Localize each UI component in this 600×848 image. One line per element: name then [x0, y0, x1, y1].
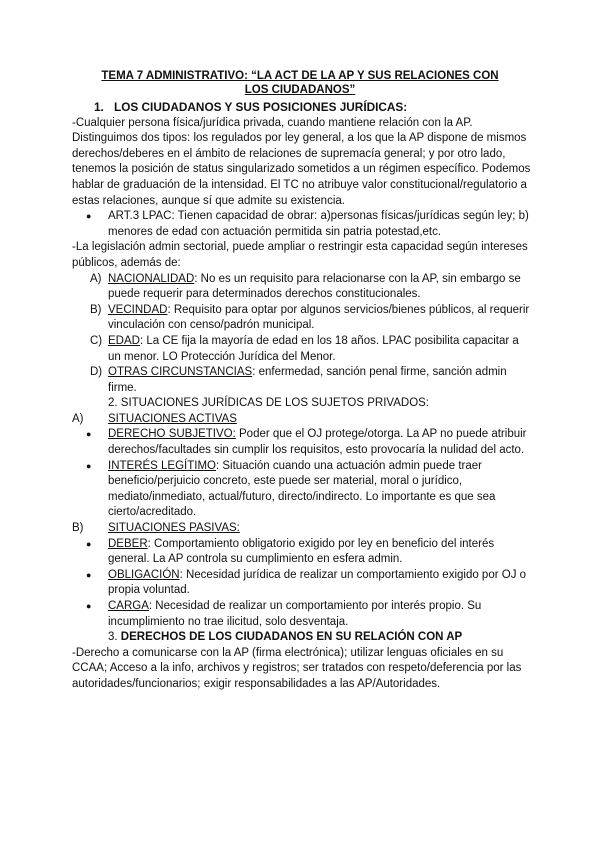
- bullet-text: : Necesidad de realizar un comportamiento por interés propio. Su incumplimiento no trae ilicitud, solo desventaja.: [108, 600, 482, 628]
- bullet-derecho-subjetivo: [72, 427, 532, 458]
- list-label: D): [90, 366, 103, 379]
- activas-heading: [72, 412, 532, 428]
- document-body: [72, 100, 532, 693]
- list-item-nacionalidad: [72, 272, 532, 303]
- list-term: EDAD: [108, 334, 140, 347]
- list-item-otras: [72, 365, 532, 396]
- list-label: A): [90, 272, 102, 285]
- section-1-intro: -Cualquier persona física/jurídica privada, cuando mantiene relación con la AP. Distinguimos dos tipos: los regulados por ley general, a los que la AP dispone de mismos derechos/deberes en el ámbito de relaciones de supremacía general; y por otro lado, tenemos la posición de status singularizado sometidos a un régimen específico. Podemos hablar de graduación de la intensidad. El TC no atribuye valor constitucional/regulatorio a estas relaciones, aunque sí que admite su existencia.: [72, 116, 531, 207]
- bullet-term: OBLIGACIÓN: [108, 568, 180, 581]
- list-term: VECINDAD: [108, 303, 168, 316]
- pasivas-title: SITUACIONES PASIVAS:: [108, 522, 240, 535]
- list-label: A): [72, 412, 84, 425]
- list-item-edad: [72, 334, 532, 365]
- list-label: C): [90, 334, 103, 347]
- section-3-number: 3.: [108, 631, 118, 644]
- bullet-text: : Necesidad jurídica de realizar un comportamiento exigido por OJ o propia voluntad.: [108, 568, 527, 597]
- list-text: : No es un requisito para relacionarse con la AP, sin embargo se puede requerir para determinados derechos constitucionales.: [108, 272, 521, 301]
- section-2-heading: 2. SITUACIONES JURÍDICAS DE LOS SUJETOS PRIVADOS:: [108, 397, 430, 410]
- list-text: : La CE fija la mayoría de edad en los 18 años. LPAC posibilita capacitar a un menor. LO Protección Jurídica del Menor.: [108, 334, 519, 363]
- bullet-term: CARGA: [108, 600, 149, 612]
- section-1-number: 1.: [94, 100, 104, 114]
- bullet-term: DERECHO SUBJETIVO:: [108, 428, 236, 441]
- bullet-obligacion: [72, 568, 532, 599]
- art3-bullet: ● ART.3 LPAC: Tienen capacidad de obrar: a)personas físicas/jurídicas según ley; b) menores de edad con actuación permitida sin patria potestad,etc.: [72, 209, 532, 240]
- activas-title: SITUACIONES ACTIVAS: [108, 412, 237, 425]
- bullet-term: DEBER: [108, 537, 148, 550]
- section-3-title: DERECHOS DE LOS CIUDADANOS EN SU RELACIÓN CON AP: [120, 631, 463, 644]
- bullet-carga: [72, 599, 532, 630]
- list-item-vecindad: [72, 303, 532, 334]
- section-1-para2: -La legislación admin sectorial, puede ampliar o restringir esta capacidad según intereses públicos, además de:: [72, 241, 528, 269]
- section-3-text: -Derecho a comunicarse con la AP (firma electrónica); utilizar lenguas oficiales en su CCAA; Acceso a la info, archivos y registros; ser tratados con respeto/deferencia por las autoridades/funcionarios; exigir responsabilidades a las AP/Autoridades.: [72, 646, 522, 690]
- section-1-heading: [94, 100, 532, 116]
- list-text: : Requisito para optar por algunos servicios/bienes públicos, al requerir vinculación con censo/padrón municipal.: [108, 303, 530, 332]
- section-1-title: LOS CIUDADANOS Y SUS POSICIONES JURÍDICAS:: [114, 100, 408, 114]
- pasivas-heading: [72, 521, 532, 537]
- list-label: B): [90, 303, 102, 316]
- section-3-heading: [108, 630, 532, 646]
- list-term: NACIONALIDAD: [108, 272, 195, 285]
- bullet-deber: [72, 537, 532, 568]
- list-term: OTRAS CIRCUNSTANCIAS: [108, 366, 253, 379]
- bullet-text: Poder que el OJ protege/otorga. La AP no puede atribuir derechos/facultades sin cumplir los requisitos, esto provocaría la nulidad del acto.: [108, 428, 527, 457]
- bullet-text: : Comportamiento obligatorio exigido por ley en beneficio del interés general. La AP controla su cumplimiento en esfera admin.: [108, 537, 495, 566]
- document-title: TEMA 7 ADMINISTRATIVO: “LA ACT DE LA AP Y SUS RELACIONES CON LOS CIUDADANOS”: [101, 70, 499, 96]
- bullet-interes-legitimo: [72, 459, 532, 521]
- bullet-text: : Situación cuando una actuación admin puede traer beneficio/perjuicio concreto, este puede ser material, moral o jurídico, mediato/inmediato, actual/futuro, directo/indirecto. Lo importante es que sea cierto/acreditado.: [108, 459, 496, 519]
- list-text: : enfermedad, sanción penal firme, sanción admin firme.: [108, 366, 507, 394]
- bullet-term: INTERÉS LEGÍTIMO: [108, 459, 216, 472]
- list-label: B): [72, 522, 84, 535]
